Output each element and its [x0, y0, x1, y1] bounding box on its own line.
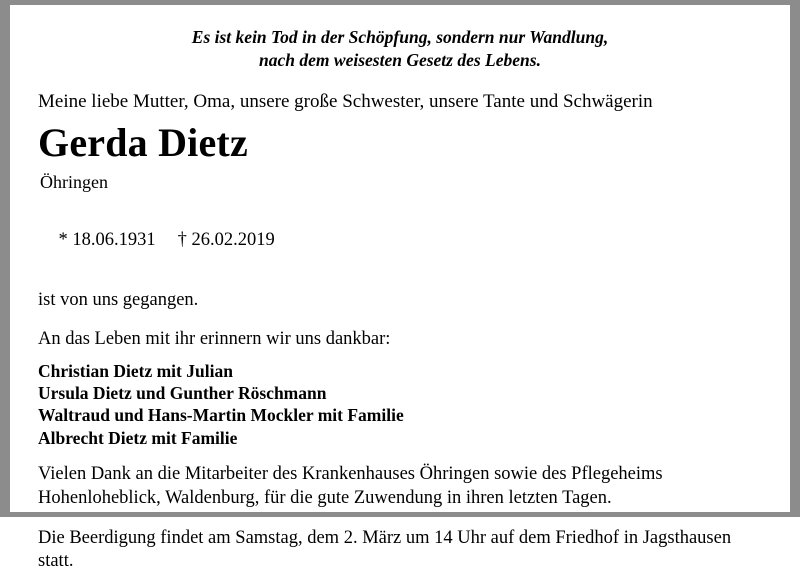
thanks-text: Vielen Dank an die Mitarbeiter des Krankenhauses Öhringen sowie des Pflegeheims Hohenloheblick, Waldenburg, für die gute Zuwendung in ihren letzten Tagen. — [38, 464, 663, 508]
funeral-details: Die Beerdigung findet am Samstag, dem 2. März um 14 Uhr auf dem Friedhof in Jagsthausen statt. — [38, 527, 732, 572]
deceased-place: Öhringen — [40, 171, 108, 192]
family-member: Albrecht Dietz mit Familie — [38, 427, 238, 448]
birth-date: * 18.06.1931 — [58, 229, 156, 250]
deceased-name: Gerda Dietz — [38, 119, 248, 165]
family-member: Ursula Dietz und Gunther Röschmann — [38, 383, 327, 404]
family-member: Christian Dietz mit Julian — [38, 360, 233, 381]
family-list — [38, 360, 762, 450]
life-dates — [40, 209, 762, 272]
epitaph-line-1: Es ist kein Tod in der Schöpfung, sondern nur Wandlung, — [191, 27, 609, 47]
remember-text: An das Leben mit ihr erinnern wir uns dankbar: — [38, 328, 391, 349]
intro-text: Meine liebe Mutter, Oma, unsere große Schwester, unsere Tante und Schwägerin — [38, 91, 653, 113]
passed-text: ist von uns gegangen. — [38, 289, 199, 310]
epitaph-line-2: nach dem weisesten Gesetz des Lebens. — [259, 50, 541, 71]
death-date: † 26.02.2019 — [177, 229, 275, 250]
epitaph — [48, 26, 752, 72]
family-member: Waltraud und Hans-Martin Mockler mit Familie — [38, 405, 404, 426]
